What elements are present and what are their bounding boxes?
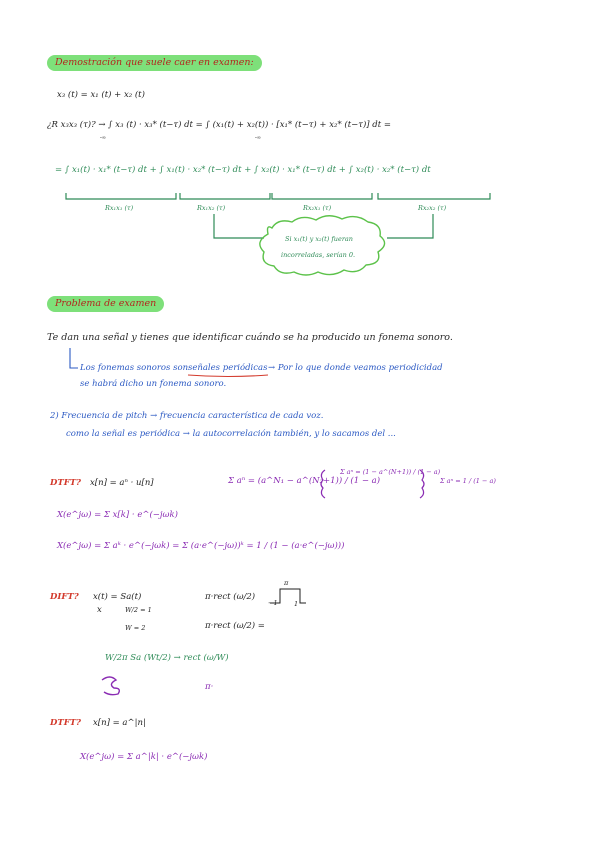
rect-box-left: −1 <box>268 599 278 607</box>
text-autocorrelacion: como la señal es periódica → la autocorrelación también, y lo sacamos del ... <box>66 429 396 439</box>
underbrace-4 <box>378 193 490 199</box>
label-dtft-2: DTFT? <box>50 718 82 728</box>
rect-box-top: π <box>284 579 289 587</box>
note-incorreladas-line1: Si x₁(t) y x₂(t) fueran <box>285 235 353 243</box>
eq-w-half: W/2 = 1 <box>125 606 152 614</box>
equation-autocorrelation-expansion: ¿R x₃x₃ (τ)? → ∫ x₃ (t) · x₃* (t−τ) dt = ∫ (x₁(t) + x₂(t)) · [x₁* (t−τ) + x₂* (t−τ)] dt = <box>47 120 391 130</box>
label-rx1x2: Rx₁x₂ (τ) <box>197 204 226 212</box>
text-frecuencia-pitch: 2) Frecuencia de pitch → frecuencia característica de cada voz. <box>50 411 324 421</box>
text-x: x <box>97 605 102 615</box>
cloud-note <box>260 216 385 275</box>
signal-sa-t: x(t) = Sa(t) <box>93 592 142 602</box>
text-fonemas-sonoros: Los fonemas sonoros son <box>80 363 189 373</box>
text-donde-periodicidad: → Por lo que donde veamos periodicidad <box>268 363 443 373</box>
section-title-problema: Problema de examen <box>47 296 164 312</box>
sa-rect-pair: W/2π Sa (Wt/2) → rect (ω/W) <box>105 653 229 663</box>
note-incorreladas-line2: incorreladas, serían 0. <box>281 251 356 259</box>
signal-an-un: x[n] = aⁿ · u[n] <box>90 478 154 488</box>
problem-statement: Te dan una señal y tienes que identificar cuándo se ha producido un fonema sonoro. <box>47 332 453 343</box>
rect-pulse-icon <box>270 589 306 603</box>
equation-x3-definition: x₃ (t) = x₁ (t) + x₂ (t) <box>57 90 145 100</box>
dtft-definition: X(e^jω) = Σ x[k] · e^(−jωk) <box>57 510 178 520</box>
underline-senales-periodicas <box>188 375 268 377</box>
underbrace-3 <box>272 193 372 199</box>
geometric-sum-finite: Σ aⁿ = (a^N₁ − a^(N₂+1)) / (1 − a) <box>228 476 381 486</box>
dtft-abs-sum: X(e^jω) = Σ a^|k| · e^(−jωk) <box>80 752 208 762</box>
label-rx2x2: Rx₂x₂ (τ) <box>418 204 447 212</box>
text-senales-periodicas: señales periódicas <box>188 363 268 373</box>
geometric-sum-from-zero: Σ aⁿ = (1 − a^(N+1)) / (1 − a) <box>340 468 441 476</box>
brace-2 <box>420 470 424 498</box>
dtft-derivation: X(e^jω) = Σ aᵏ · e^(−jωk) = Σ (a·e^(−jω))ᵏ = 1 / (1 − (a·e^(−jω))) <box>57 541 345 551</box>
underbrace-2 <box>180 193 270 199</box>
geometric-sum-infinite: Σ aⁿ = 1 / (1 − a) <box>440 477 496 485</box>
label-rx1x1: Rx₁x₁ (τ) <box>105 204 134 212</box>
pi-rect-1: π·rect (ω/2) <box>205 592 256 602</box>
scribble-mark <box>102 677 119 695</box>
label-dift: DIFT? <box>50 592 79 602</box>
brace-1 <box>321 470 325 498</box>
limit-neg-inf-1: -∞ <box>100 135 106 141</box>
section-title-demostracion: Demostración que suele caer en examen: <box>47 55 262 71</box>
connector-left <box>214 214 264 238</box>
equation-four-terms: = ∫ x₁(t) · x₁* (t−τ) dt + ∫ x₁(t) · x₂* (t−τ) dt + ∫ x₂(t) · x₁* (t−τ) dt + ∫ x₂(t) · x₂* (t−τ) dt <box>55 165 431 175</box>
signal-a-abs-n: x[n] = a^|n| <box>93 718 146 728</box>
underbrace-1 <box>66 193 176 199</box>
eq-w-two: W = 2 <box>125 624 146 632</box>
connector-right <box>387 214 433 238</box>
arrow-down-bracket <box>70 348 78 368</box>
pi-dot: π· <box>205 682 214 692</box>
pi-rect-2: π·rect (ω/2) = <box>205 621 265 631</box>
rect-box-right: 1 <box>294 600 299 608</box>
label-rx2x1: Rx₂x₁ (τ) <box>303 204 332 212</box>
label-dtft-1: DTFT? <box>50 478 82 488</box>
limit-neg-inf-2: -∞ <box>255 135 261 141</box>
text-fonema-sonoro: se habrá dicho un fonema sonoro. <box>80 379 227 389</box>
